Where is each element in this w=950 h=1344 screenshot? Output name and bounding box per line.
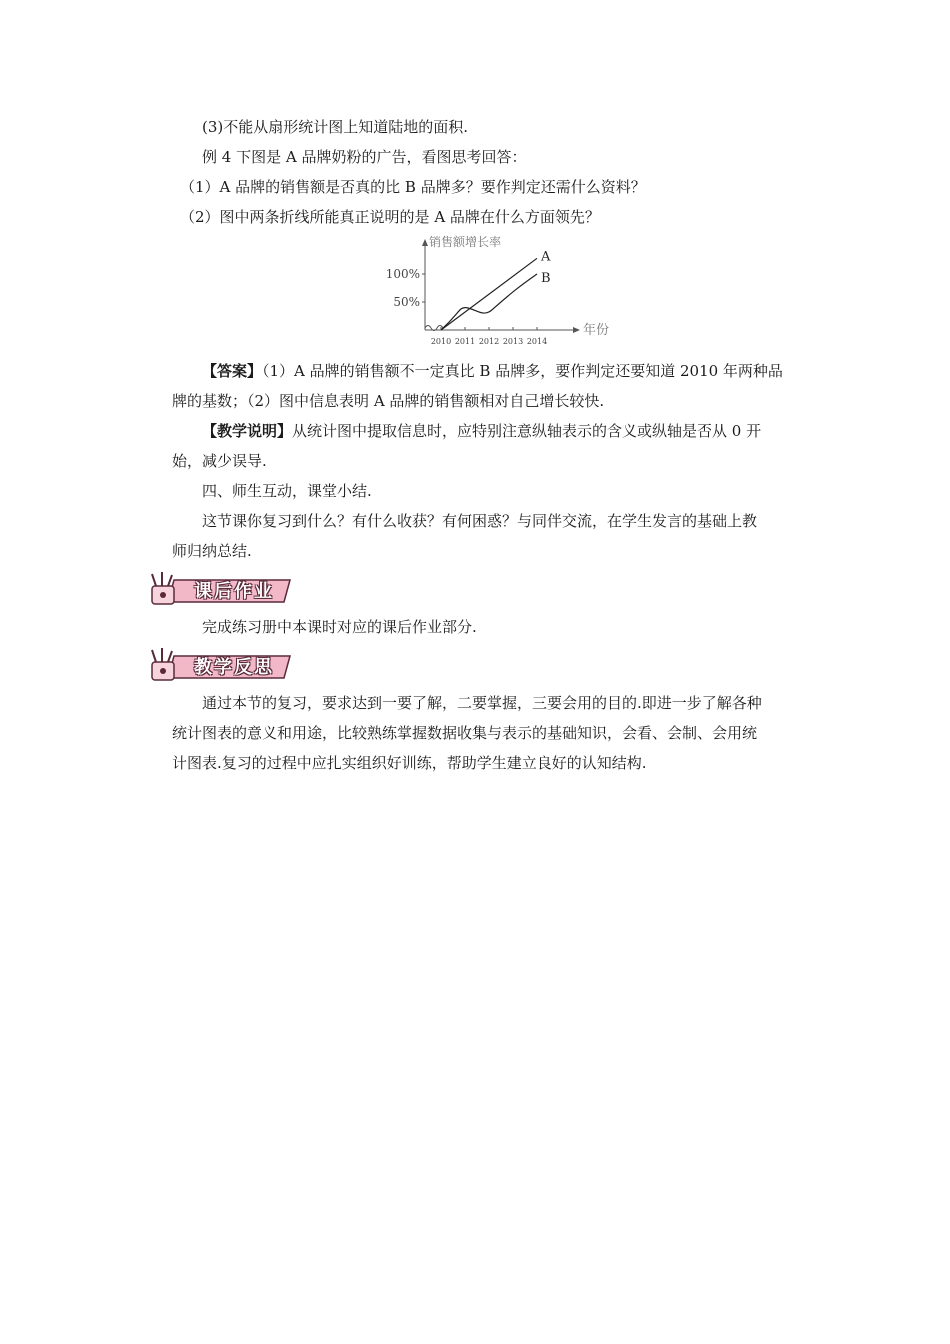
teaching-note-line-2: 始，减少误导. — [172, 452, 267, 470]
x-tick-label: 2013 — [502, 337, 524, 346]
question-2: （2）图中两条折线所能真正说明的是 A 品牌在什么方面领先？ — [180, 208, 600, 226]
x-tick-label: 2010 — [430, 337, 452, 346]
x-tick-label: 2011 — [454, 337, 476, 346]
x-tick-label: 2014 — [526, 337, 548, 346]
y-axis-arrow — [422, 239, 428, 246]
example-4-intro: 例 4 下图是 A 品牌奶粉的广告，看图思考回答： — [202, 148, 527, 166]
series-label-b: B — [541, 271, 551, 286]
answer-label: 【答案】 — [202, 362, 263, 380]
reflection-header — [144, 648, 812, 684]
line-land-area: (3)不能从扇形统计图上知道陆地的面积. — [202, 118, 469, 136]
teaching-note-label: 【教学说明】 — [202, 422, 293, 440]
y-tick-label: 100% — [385, 267, 420, 281]
section-4-title: 四、师生互动，课堂小结. — [202, 482, 372, 500]
chart-container — [172, 234, 812, 352]
homework-header — [144, 572, 812, 608]
answer-text-1: （1）A 品牌的销售额不一定真比 B 品牌多，要作判定还要知道 2010 年两种品 — [262, 362, 783, 380]
section-4-text-2: 师归纳总结. — [172, 542, 252, 560]
teaching-note-line-1 — [172, 416, 812, 446]
reflection-text-3: 计图表.复习的过程中应扎实组织好训练，帮助学生建立良好的认知结构. — [172, 754, 647, 772]
x-axis-arrow — [573, 327, 580, 333]
x-tick-label: 2012 — [478, 337, 500, 346]
sales-growth-chart — [377, 234, 617, 352]
document-body — [172, 112, 812, 778]
series-label-a: A — [541, 249, 551, 265]
reflection-header-label: 教学反思 — [194, 657, 274, 678]
answer-line-1 — [172, 356, 812, 386]
reflection-text-1: 通过本节的复习，要求达到一要了解，二要掌握，三要会用的目的.即进一步了解各种 — [202, 694, 762, 712]
x-axis-label: 年份 — [583, 323, 610, 338]
homework-header-label: 课后作业 — [194, 581, 274, 602]
series-line-a — [441, 258, 537, 330]
answer-line-2: 牌的基数；（2）图中信息表明 A 品牌的销售额相对自己增长较快. — [172, 392, 605, 410]
question-1: （1）A 品牌的销售额是否真的比 B 品牌多？要作判定还需什么资料？ — [180, 178, 646, 196]
series-line-b — [441, 274, 537, 330]
teaching-note-text-1: 从统计图中提取信息时，应特别注意纵轴表示的含义或纵轴是否从 0 开 — [292, 422, 762, 440]
section-4-text-1: 这节课你复习到什么？有什么收获？有何困惑？与同伴交流，在学生发言的基础上教 — [202, 512, 758, 530]
y-axis-label: 销售额增长率 — [429, 235, 502, 249]
y-tick-label: 50% — [393, 295, 420, 309]
reflection-text-2: 统计图表的意义和用途，比较熟练掌握数据收集与表示的基础知识，会看、会制、会用统 — [172, 724, 758, 742]
homework-text: 完成练习册中本课时对应的课后作业部分. — [202, 618, 477, 636]
